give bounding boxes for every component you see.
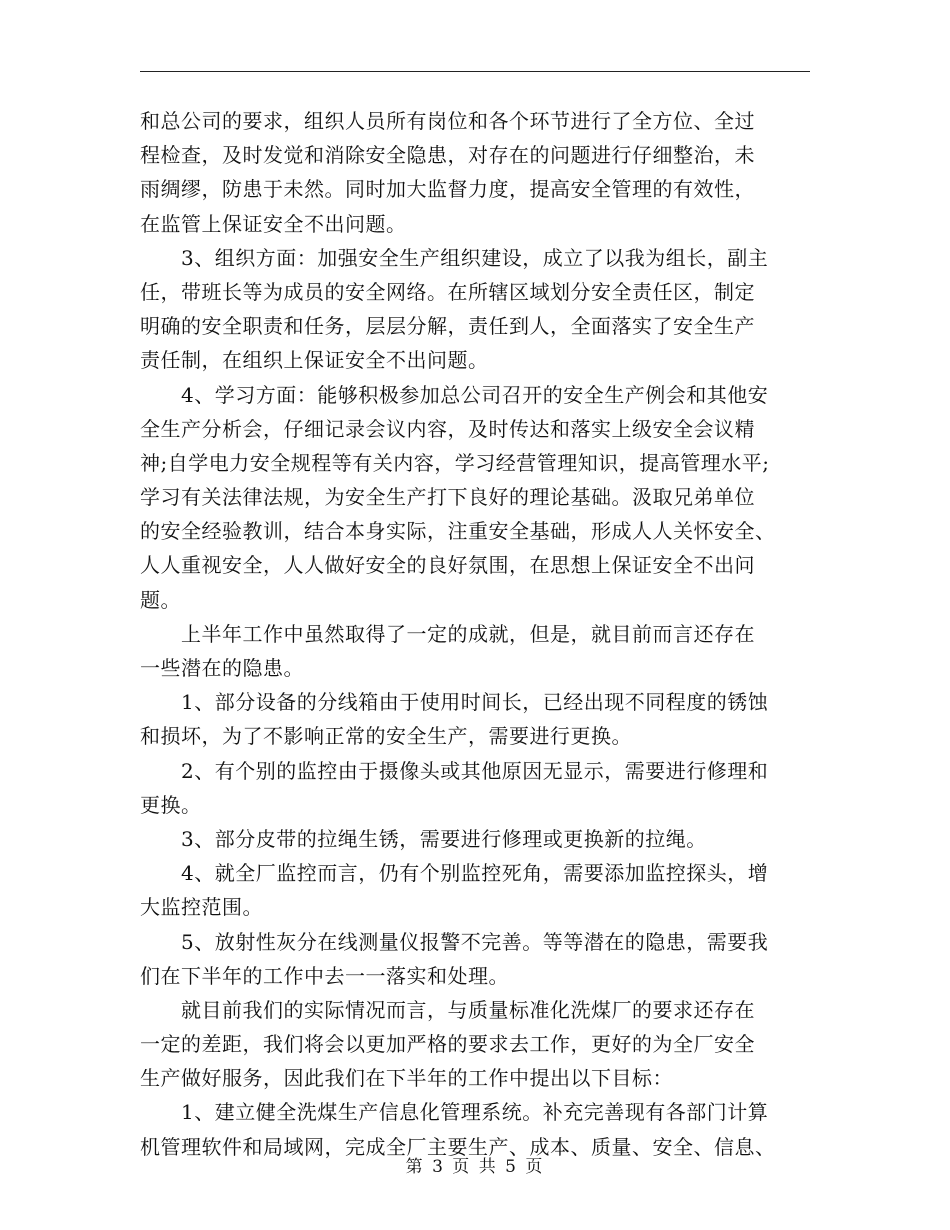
text-line: 人人重视安全，人人做好安全的良好氛围，在思想上保证安全不出问 (140, 553, 755, 578)
text-line: 任，带班长等为成员的安全网络。在所辖区域划分安全责任区，制定 (140, 279, 755, 304)
text-line: 程检查，及时发觉和消除安全隐患，对存在的问题进行仔细整治，未 (140, 143, 755, 168)
text-line: 4、就全厂监控而言，仍有个别监控死角，需要添加监控探头，增 (140, 861, 769, 886)
text-line: 们在下半年的工作中去一一落实和处理。 (140, 963, 509, 988)
header-divider (140, 71, 810, 72)
text-line: 3、组织方面：加强安全生产组织建设，成立了以我为组长，副主 (140, 245, 769, 270)
text-line: 和损坏，为了不影响正常的安全生产，需要进行更换。 (140, 724, 632, 749)
page-number-footer: 第 3 页 共 5 页 (405, 1157, 545, 1177)
text-line: 一些潜在的隐患。 (140, 656, 304, 680)
text-line: 4、学习方面：能够积极参加总公司召开的安全生产例会和其他安 (140, 382, 769, 407)
text-line: 和总公司的要求，组织人员所有岗位和各个环节进行了全方位、全过 (140, 109, 755, 133)
text-line: 的安全经验教训，结合本身实际，注重安全基础，形成人人关怀安全、 (140, 519, 776, 544)
text-line: 题。 (140, 587, 181, 612)
text-line: 就目前我们的实际情况而言，与质量标准化洗煤厂的要求还存在 (140, 997, 755, 1022)
text-line: 学习有关法律法规，为安全生产打下良好的理论基础。汲取兄弟单位 (140, 485, 755, 510)
text-line: 5、放射性灰分在线测量仪报警不完善。等等潜在的隐患，需要我 (140, 929, 769, 954)
text-line: 更换。 (140, 792, 202, 817)
text-line: 一定的差距，我们将会以更加严格的要求去工作，更好的为全厂安全 (140, 1032, 755, 1057)
text-line: 2、有个别的监控由于摄像头或其他原因无显示，需要进行修理和 (140, 758, 769, 783)
text-line: 1、部分设备的分线箱由于使用时间长，已经出现不同程度的锈蚀 (140, 690, 769, 715)
text-line: 责任制，在组织上保证安全不出问题。 (140, 348, 489, 373)
text-line: 雨绸缪，防患于未然。同时加大监督力度，提高安全管理的有效性， (140, 177, 755, 202)
text-line: 大监控范围。 (140, 895, 263, 920)
document-body (140, 104, 812, 1164)
text-line: 上半年工作中虽然取得了一定的成就，但是，就目前而言还存在 (140, 621, 755, 646)
text-line: 1、建立健全洗煤生产信息化管理系统。补充完善现有各部门计算 (140, 1100, 769, 1125)
text-line: 在监管上保证安全不出问题。 (140, 211, 407, 236)
text-line: 全生产分析会，仔细记录会议内容，及时传达和落实上级安全会议精 (140, 416, 755, 441)
text-line: 3、部分皮带的拉绳生锈，需要进行修理或更换新的拉绳。 (140, 826, 707, 851)
text-line: 机管理软件和局域网，完成全厂主要生产、成本、质量、安全、信息、 (140, 1134, 776, 1159)
text-line: 明确的安全职责和任务，层层分解，责任到人，全面落实了安全生产 (140, 314, 755, 339)
text-line: 生产做好服务，因此我们在下半年的工作中提出以下目标： (140, 1066, 673, 1091)
text-line: 神;自学电力安全规程等有关内容，学习经营管理知识，提高管理水平; (140, 450, 770, 475)
